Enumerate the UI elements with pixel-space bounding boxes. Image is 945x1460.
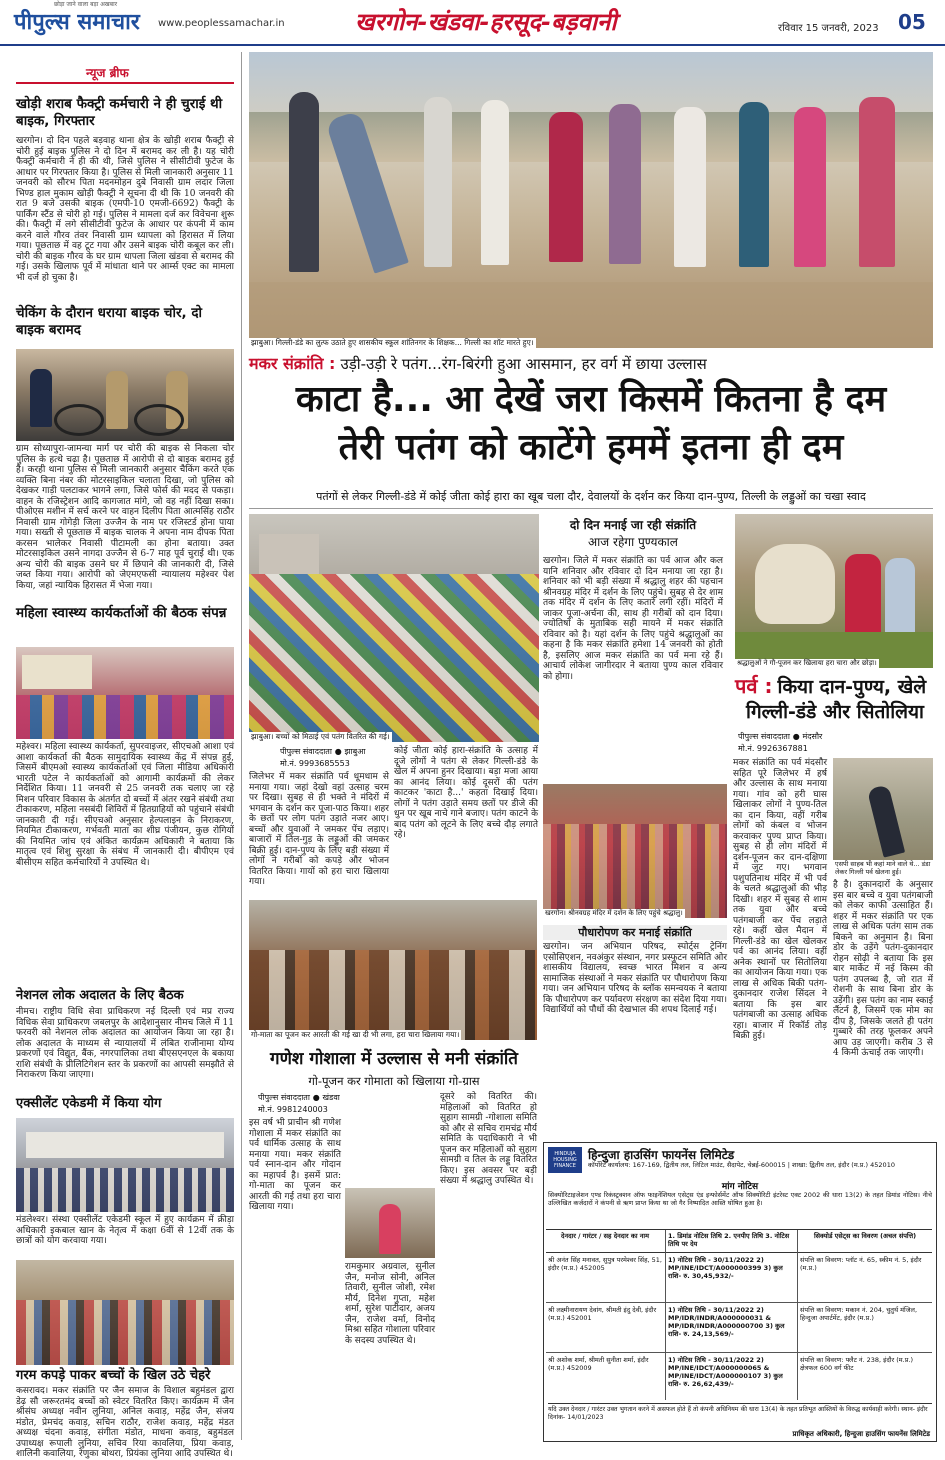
section-title: खरगोन-खंडवा-हरसूद-बड़वानी: [355, 8, 617, 36]
yoga-photo: [16, 1118, 234, 1212]
top-gilli-danda-photo: [249, 52, 933, 348]
kite-caption: झाबुआ। बच्चों को मिठाई एवं पतंग वितरित की गई।: [251, 732, 390, 741]
festival-byline-phone: मो.नं. 9926367881: [738, 744, 808, 753]
deck-rule: [249, 508, 933, 509]
brief-column: [16, 60, 234, 1459]
gaushala-body-1: इस वर्ष भी प्राचीन श्री गणेश गोशाला में मकर संक्रांति का पर्व धार्मिक उत्साह के साथ मनाया गया। मकर संक्रांति पर्व स्नान-दान और गोदान का महापर्व है। इसमें प्रात: गो-माता का पूजन कर आरती की गई तथा हरा चारा खिलाया गया।: [249, 1118, 341, 1212]
top-photo-caption: झाबुआ। गिल्ली-डंडे का लुत्फ उठाते हुए शासकीय स्कूल शांतिनगर के शिक्षक... गिल्ली का शॉट मारते हुए।: [251, 338, 534, 347]
notice-address: कॉर्पोरेट कार्यालय: 167-169, द्वितीय तल, लिटिल माउंट, सैदापेट, चेन्नई-600015 | शाखा: द्वितीय तल, इंदौर (म.प्र.) 452010: [588, 1161, 895, 1169]
gaushala-head: गणेश गोशाला में उल्लास से मनी संक्रांति: [270, 1049, 518, 1069]
notice-title: मांग नोटिस: [721, 1182, 759, 1192]
gaushala-body-2: दूसरे को वितरित की। महिलाओं को वितरित हो सुहाग सामग्री -गोशाला समिति को और से सचिव रामचंद्र मौर्य समिति के पदाधिकारी ने भी पूजन कर महिलाओं को सुहाग सामग्री व तिल के लड्डू वितरित किए। इस अवसर पर बड़ी संख्या में श्रद्धालु उपस्थित थे।: [440, 1092, 537, 1186]
brief-4-body: नीमच। राष्ट्रीय विधि सेवा प्राधिकरण नई दिल्ली एवं मप्र राज्य विधिक सेवा प्राधिकरण जबलपुर के आदेशानुसार नीमच जिले में 11 फरवरी को नेशनल लोक अदालत का आयोजन किया जा रहा है। लोक अदालत के माध्यम से न्यायालयों में लंबित राजीनामा योग्य प्रकरणों एवं विद्युत, बैंक, नगरपालिका तथा बीएसएनएल के बकाया राशि संबंधी के प्रीलिटिगेशन स्तर के प्रकरणों का आपसी समझौते से निराकरण किया जाएगा।: [16, 1007, 234, 1080]
cow-feeding-photo: [735, 514, 933, 668]
health-meeting-photo: [16, 647, 234, 739]
notice-signature: प्राधिकृत अधिकारी, हिन्दुजा हाउसिंग फायनेंस लिमिटेड: [792, 1430, 930, 1438]
festival-head-row-1: [735, 672, 935, 699]
festival-body: मकर संक्रांति का पर्व मंदसौर सहित पूरे जिलेभर में हर्ष और उल्लास के साथ मनाया गया। गांव को हरी घास खिलाकर लोगों ने पुण्य-तिल का दान किया, वहीं गरीब लोगों को कंबल व भोजन करवाकर पुण्य प्राप्त किया। सुबह से ही लोग मंदिरों में दर्शन-पूजन कर दान-दक्षिणा में जुट गए। भगवान पशुपतिनाथ मंदिर में भी पर्व के चलते श्रद्धालुओं की भीड़ दिखी। शहर में सुबह से शाम तक युवा और बच्चे पतंगबाजी कर पेंच लड़ाते रहे। कहीं खेल मैदान में गिल्ली-डंडे का खेल खेलकर पर्व का आनंद लिया। वहीं अनेक स्थानों पर सितोलिया का आयोजन किया गया। एक लाख से अधिक बिकी पतंग-दुकानदार राजेश सिंदल ने बताया कि इस बार पतंगबाजी का उत्साह अधिक रहा। बाजार में रिकॉर्ड तोड़ बिक्री हुई।: [733, 758, 827, 1041]
notice-row-2-asset: संपत्ति का विवरण: मकान नं. 204, चुतुर्थ मंजिल, हिन्दुजा अपार्टमेंट, इंदौर (म.प्र.): [800, 1306, 918, 1322]
temple-body: खरगोन। जिले में मकर संक्रांति का पर्व आज और कल यानि शनिवार और रविवार दो दिन मनाया जा रहा है। शनिवार को भी बड़ी संख्या में श्रद्धालु शहर की पहचान श्रीनवग्रह मंदिर में दर्शन के लिए पहुंचे। सुबह से देर शाम तक मंदिर में दर्शन के लिए कतारें लगी रहीं। मंदिरों में जाकर पूजा-अर्चना की, साथ ही गरीबों को दान दिया। ज्योतिषों के मुताबिक सही मायने में मकर संक्रांति रविवार को है। यहां दर्शन के लिए पहुंचे श्रद्धालुओं का कहना है कि मकर संक्रांति हमेशा 14 जनवरी को होती है, इसलिए आज मकर संक्रांति का पर्व मना रहे हैं। आचार्य लोकेश जागीरदार ने बताया पुण्य काल रविवार को होगा।: [543, 556, 723, 682]
notice-company: हिन्दुजा हाउसिंग फायनेंस लिमिटेड: [588, 1148, 735, 1162]
byline-khandwa: पीपुल्स संवाददाता ● खंडवा: [258, 1093, 340, 1102]
page-number: 05: [898, 10, 926, 34]
date-line: रविवार 15 जनवरी, 2023: [778, 23, 879, 34]
notice-th-3: सिक्योर्ड एसेट्स का विवरण (अचल संपत्ति): [813, 1232, 917, 1240]
brief-3-body: महेश्वर। महिला स्वास्थ्य कार्यकर्ता, सुपरवाइजर, सीएचओ आशा एवं आशा कार्यकर्ता की बैठक सामुदायिक स्वास्थ्य केंद्र में संपन्न हुई, जिसमें बीएमओ स्वास्थ्य कार्यकर्ताओं एवं जिला मीडिया अधिकारी भारती पटेल ने कार्यकर्ताओं को आगामी कार्यक्रमों की लेकर निर्देशित किया। 11 जनवरी से 25 जनवरी तक चलाए जा रहे मिशन परिवार विकास के अंतर्गत दो बच्चों में अंतर रखने संबंधी तथा टीकाकरण, महिला नसबंदी शिविरों में हितग्राहियों को पहुंचाने संबंधी जानकारी दी गई। सीएचओ अनुसार हेल्पलाइन के निराकरण, नियमित टीकाकरण, गर्भवती माता का शीघ्र पंजीयन, कुछ रोगियों की नियमित जांच एवं अंकित कार्यक्रम अधिकारी ने बताया कि मातृत्व एवं शिशु सुरक्षा के संबंध में जानकारी दी। बीपीएम एवं बीसीएम सहित कर्मचारियों ने उपस्थित थे।: [16, 742, 234, 868]
byline-mandsaur: पीपुल्स संवाददाता ● मंदसौर: [738, 732, 823, 741]
notice-row-1-name: श्री अनंत सिंह मनावत, सुपुत्र परमेश्वर सिंह, 51, इंदौर (म.प्र.) 452005: [548, 1256, 662, 1272]
byline-city: झाबुआ: [344, 747, 366, 756]
brief-1-title: खोड़ी शराब फैक्ट्री कर्मचारी ने ही चुराई थी बाइक, गिरफ्तार: [16, 96, 223, 129]
brief-2-body: ग्राम सोध्यापुरा-जामन्या मार्ग पर चोरी की बाइक से निकला चोर पुलिस के हत्थे चढ़ा है। पूछताछ में आरोपी से दो बाइक बरामद हुई है। करही थाना पुलिस से मिली जानकारी अनुसार चैकिंग करते एक व्यक्ति बिना नंबर की मोटरसाइकिल चलाता दिखा, जो पुलिस को देखकर गाड़ी पलटाकर भागने लगा, जिसे फोर्स की मदद से पकड़ा। वाहन के रजिस्ट्रेशन आदि कागजात मांगे, जो वह नहीं दिखा सका। पीओएस मशीन में सर्च करने पर वाहन दिलीप पिता आत्मसिंह राठौर निवासी ग्राम गोगेड़ी जिला उज्जैन के नाम पर रजिस्टर्ड होना पाया गया। सख्ती से पूछताछ में बाइक चालक ने अपना नाम दीपक पिता करसन भालेकर निवासी पीटामली का होना बताया। उक्त मोटरसाइकिल उसने नागदा उज्जैन से 6-7 माह पूर्व चुराई थी। एक अन्य चोरी की बाइक उसने घर में छिपाने की जानकारी दी, जिसे जब्त किया गया। आरोपी को जेएमएफसी न्यायालय महेश्वर पेश किया, जहां न्यायिक हिरासत में भेजा गया।: [16, 444, 234, 591]
notice-footer: यदि उक्त देनदार / गारंटर उक्त भुगतान करने में असफल होते हैं तो कंपनी अधिनियम की धारा 13(4) के तहत प्रतिभूत आस्तियों के विरुद्ध कार्यवाही करेगी। स्थान- इंदौर दिनांक- 14/01/2023: [548, 1403, 932, 1430]
website: www.peoplessamachar.in: [158, 18, 285, 29]
notice-row-3-name: श्री अशोक शर्मा, श्रीमती सुनीता शर्मा, इंदौर (म.प्र.) 452009: [548, 1356, 649, 1372]
kite-distribution-photo: [249, 514, 539, 742]
gaushala-small-photo: [345, 1188, 435, 1258]
logo: पीपुल्स समाचार: [14, 10, 140, 35]
notice-table: [546, 1229, 932, 1400]
plantation-head: पौधारोपण कर मनाई संक्रांति: [543, 925, 727, 940]
gaushala-byline-office: पीपुल्स संवाददाता: [258, 1093, 310, 1102]
gaushala-sub: गो-पूजन कर गोमाता को खिलाया गो-ग्रास: [308, 1074, 480, 1088]
brief-6-title: गरम कपड़े पाकर बच्चों के खिल उठे चेहरे: [16, 1368, 211, 1383]
byline-office: पीपुल्स संवाददाता: [280, 747, 332, 756]
byline-phone: मो.नं. 9993685553: [280, 759, 350, 768]
sp-gilli-photo: [833, 758, 933, 876]
headline-kicker-row: [249, 352, 939, 374]
festival-kicker: पर्व :: [735, 674, 773, 698]
temple-sub: आज रहेगा पुण्यकाल: [588, 535, 678, 549]
brief-4-title: नेशनल लोक अदालत के लिए बैठक: [16, 988, 184, 1003]
notice-col-rule-2: [797, 1230, 798, 1400]
brief-label: न्यूज ब्रीफ: [86, 66, 129, 80]
headline-deck: पतंगों से लेकर गिल्ली-डंडे में कोई जीता कोई हारा का खूब चला दौर, देवालयों के दर्शन कर किया दान-पुण्य, तिल्ली के लड्डुओं का चखा स्वाद: [316, 490, 866, 503]
brief-rule: [16, 82, 234, 84]
headline-kicker: मकर संक्रांति :: [249, 354, 336, 373]
plantation-body: खरगोन। जन अभियान परिषद, स्पोर्ट्स ट्रेनिंग एसोसिएशन, नवअंकुर संस्थान, नगर प्रस्फुटन समिति ओर शासकीय विद्यालय, स्वच्छ भारत मिशन व अन्य सामाजिक संस्थाओं ने मकर संक्रांति पर पौधारोपण किया गया। जन अभियान परिषद के ब्लॉक समन्वयक ने बताया कि पौधारोपण कर पर्यावरण संरक्षण का संदेश दिया गया। विद्यार्थियों को पौधों की देखभाल की शपथ दिलाई गई।: [543, 942, 727, 1015]
gaushala-byline-phone: मो.नं. 9981240003: [258, 1105, 328, 1114]
notice-row-1: [546, 1254, 932, 1303]
gaushala-caption: गो-माता का पूजन कर आरती की गई खा दी भी लगा, हरा चारा खिलाया गया।: [251, 1030, 460, 1039]
festival-byline-office: पीपुल्स संवाददाता: [738, 732, 790, 741]
notice-row-3-dues: 1) नोटिस तिथि - 30/11/2022 2) MP/INE/IDCT/A000000065 & MP/INE/IDCT/A000000107 3) कुल राशि- रु. 26,62,439/-: [668, 1356, 783, 1388]
notice-th-1: देनदार / गारंटर / सह देनदार का नाम: [561, 1232, 649, 1240]
notice-col-rule-1: [665, 1230, 666, 1400]
story-jhabua-1: जिलेभर में मकर संक्रांति पर्व धूमधाम से मनाया गया। जहां देखो वहां उत्साह चरम पर दिखा। सुबह से ही भक्ते ने मंदिरों में भगवान के दर्शन कर पूजा-पाठ किया। शहर के छतों पर लोग पतंग उड़ाते नजर आए। बच्चों और युवाओं ने जमकर पेंच लड़ाए। बाजारों में तिल-गुड़ के लड्डुओं की जमकर बिक्री हुई। दान-पुण्य के लिए बड़ी संख्या में लोगों ने गरीबों को कपड़े और भोजन वितरित किया। गायों को हरा चारा खिलाया गया।: [249, 772, 389, 887]
column-divider: [241, 52, 242, 1440]
crowd-caption: खरगोन। श्रीनवग्रह मंदिर में दर्शन के लिए पहुंचे श्रद्धालु।: [545, 909, 683, 917]
brief-6-body: कसरावद। मकर संक्रांति पर जैन समाज के विशाल बहुमंडल द्वारा डेढ़ सौ जरूरतमंद बच्चों को स्वेटर वितरित किए। कार्यक्रम में जैन श्रीसंघ अध्यक्ष नवीन लुनिया, अनिल कवाड़, महेंद्र जैन, संजय मंडोत, प्रेमचंद कवाड़, सचिन राठौर, राजेश कवाड़, महेंद्र मंडत अध्यक्ष चंदना कवाड़, संगीता मंडोत, माधना कवाड़, बहुमंडल उपाध्यक्ष रूपाली लुनिया, सचिव रिया कावलिया, प्रिया कवाड़, शालिनी कवालिया, रेणुका बोथरा, प्रियंका लुनिया आदि उपस्थित थे।: [16, 1386, 234, 1459]
notice-row-3: [546, 1354, 932, 1400]
festival-byline-city: मंदसौर: [802, 732, 823, 741]
brief-1-body: खरगोन। दो दिन पहले बड़वाह थाना क्षेत्र के खोड़ी शराब फैक्ट्री से चोरी हुई बाइक पुलिस ने दो दिन में बरामद कर ली है। यह चोरी फैक्ट्री कर्मचारी ने ही की थी, जिसे पुलिस ने सीसीटीवी फुटेज के आधार पर गिरफ्तार किया है। पुलिस से मिली जानकारी अनुसार 11 जनवरी को सौरभ पिता मदनमोहन दुबे निवासी ग्राम लदार जिला भिण्ड हाल मुकाम खोड़ी फैक्ट्री ने सूचना दी थी कि 10 जनवरी की रात 9 बजे उसकी बाइक (एमपी-10 एमजी-6692) फैक्ट्री के पार्किंग स्टैंड से चोरी हो गई। पुलिस ने मामला दर्ज कर विवेचना शुरू की। फैक्ट्री में लगे सीसीटीवी फुटेज के आधार पर कंपनी में काम करने वाले गौरव तंवर निवासी ग्राम ध्यापला को हिरासत में लिया गया। पूछताछ में वह टूट गया और उसने बाइक चोरी कबूल कर ली। चोरी की बाइक गौरव के घर ग्राम धापला जिला खंडवा से बरामद की गई। उसके खिलाफ पूर्व में मांधाता थाने पर आर्म्स एक्ट का मामला भी दर्ज हो चुका है।: [16, 136, 234, 283]
brief-2-title: चेकिंग के दौरान धराया बाइक चोर, दो बाइक बरामद: [16, 305, 203, 338]
gaushala-byline-city: खंडवा: [322, 1093, 340, 1102]
headline-line-2: तेरी पतंग को काटेंगे हममें इतना ही दम: [338, 427, 844, 468]
notice-row-1-dues: 1) नोटिस तिथि - 30/11/2022 2) MP/INE/IDCT/A000000399 3) कुल राशि- रु. 30,45,932/-: [668, 1256, 783, 1280]
notice-row-1-asset: संपत्ति का विवरण: प्लॉट नं. 65, स्कीम नं. 5, इंदौर (म.प्र.): [800, 1256, 922, 1272]
hinduja-logo-text: HINDUJA HOUSING FINANCE: [553, 1151, 577, 1169]
festival-head-2: गिल्ली-डंडे और सितोलिया: [746, 701, 924, 723]
sp-caption: एसपी साहब भी कहां माने वाले थे... डंडा लेकर गिल्ली पर्व खेलना हुई।: [833, 860, 933, 876]
gaushala-body-3: रामकुमार अग्रवाल, सुनील जैन, मनोज सोनी, अनिल तिवारी, सुनील जोशी, रमेश मौर्य, दिनेश गुप्ता, महेश शर्मा, सुरेश पाटीदार, अजय जैन, राजेश वर्मा, विनोद मिश्रा सहित गोशाला परिवार के सदस्य उपस्थित थे।: [345, 1262, 435, 1346]
brief-5-body: मंडलेश्वर। संस्था एक्सीलेंट एकेडमी स्कूल में हुए कार्यक्रम में क्रीड़ा अधिकारी इकबाल खान के नेतृत्व में कक्षा 6वीं से 12वीं तक के छात्रों को योग करवाया गया।: [16, 1215, 234, 1246]
temple-head: दो दिन मनाई जा रही संक्रांति: [569, 518, 697, 532]
notice-row-2-name: श्री लक्ष्मीनारायण देवांग, श्रीमती इंदु देवी, इंदौर (म.प्र.) 452001: [548, 1306, 657, 1322]
brief-3-title: महिला स्वास्थ्य कार्यकर्ताओं की बैठक संपन्न: [16, 605, 227, 621]
notice-th-2: 1. डिमांड नोटिस तिथि 2. एनपीए तिथि 3. नोटिस तिथि पर देय: [668, 1232, 790, 1248]
cow-caption: श्रद्धालुओं ने गौ-पूजन कर खिलाया हरा चारा और छोड़ा।: [737, 659, 877, 667]
masthead: [0, 0, 945, 46]
headline-line-1: काटा है... आ देखें जरा किसमें कितना है दम: [295, 379, 887, 420]
temple-crowd-photo: [543, 784, 727, 918]
notice-intro: सिक्योरिटाइजेशन एण्ड रिकंस्ट्रक्शन ऑफ फाइनेंशियल एसेट्स एंड इन्फोर्समेंट ऑफ सिक्योरिटी इंटरेस्ट एक्ट 2002 की धारा 13(2) के तहत डिमांड नोटिस। नीचे उल्लिखित कर्जदारों ने कंपनी से ऋण प्राप्त किया था जो गैर निष्पादित आस्ति घोषित हुआ है।: [548, 1191, 932, 1207]
byline-jhabua: पीपुल्स संवाददाता ● झाबुआ: [280, 747, 366, 756]
logo-tag: छोड़ा जाने वाला बड़ा अखबार: [54, 1, 118, 8]
section-banner: [355, 5, 825, 37]
gaushala-cows-photo: [249, 900, 537, 1040]
police-bike-photo: [16, 349, 234, 441]
notice-row-2-dues: 1) नोटिस तिथि - 30/11/2022 2) MP/IDR/INDR/A000000031 & MP/IDR/INDR/A000000700 3) कुल राशि- रु. 24,13,569/-: [668, 1306, 785, 1338]
notice-row-2: [546, 1304, 932, 1353]
hinduja-logo: [548, 1147, 582, 1173]
legal-notice: [543, 1142, 937, 1442]
festival-body-2: है है। दुकानदारों के अनुसार इस बार बच्चे व युवा पतंगबाजी को लेकर काफी उत्साहित हैं। शहर में मकर संक्रांति पर एक लाख से अधिक पतंग साम तक बिकने का अनुमान है। बिना डोर के उड़ेंगे पतंग-दुकानदार रोहन सोढ़ी ने बताया कि इस बार मार्केट में नई किस्म की पतंग उपलब्ध है, जो रात में रोशनी के साथ बिना डोर के उड़ेंगी। इस पतंग का नाम स्काई लैंटर्न है, जिसमें एक मोम का दीप है, जिसके जलते ही पतंग गुब्बारे की तरह फूलकर अपने आप उड़ जाएगी। करीब 3 से 4 किमी ऊंचाई तक जाएगी।: [833, 880, 933, 1058]
festival-head-1: किया दान-पुण्य, खेले: [777, 676, 927, 698]
story-jhabua-2: कोई जीता कोई हारा-संक्रांति के उत्साह में दूजे लोगों ने पतंग से लेकर गिल्ली-डंडे के खेल में अपना हुनर दिखाया। बड़ा मजा आया का आनंद लिया। कोई दूसरों की पतंग काटकर 'काटा है...' कहता दिखाई दिया। लोगों ने पतंग उड़ाते समय छतों पर डीजे की धुन पर खूब नाचे गाने बजाए। पतंग काटने के बाद पतंग को लूटने के लिए बच्चे दौड़ लगाते रहे।: [394, 746, 538, 840]
headline-kicker-rest: उड़ी-उड़ी रे पतंग...रंग-बिरंगी हुआ आसमान, हर वर्ग में छाया उल्लास: [340, 355, 707, 373]
notice-row-3-asset: संपत्ति का विवरण: फ्लैट नं. 238, इंदौर (म.प्र.) क्षेत्रफल 600 वर्ग फीट: [800, 1356, 914, 1372]
notice-header-rule: [546, 1252, 932, 1253]
brief-5-title: एक्सीलेंट एकेडमी में किया योग: [16, 1096, 162, 1111]
woolens-photo: [16, 1260, 234, 1365]
